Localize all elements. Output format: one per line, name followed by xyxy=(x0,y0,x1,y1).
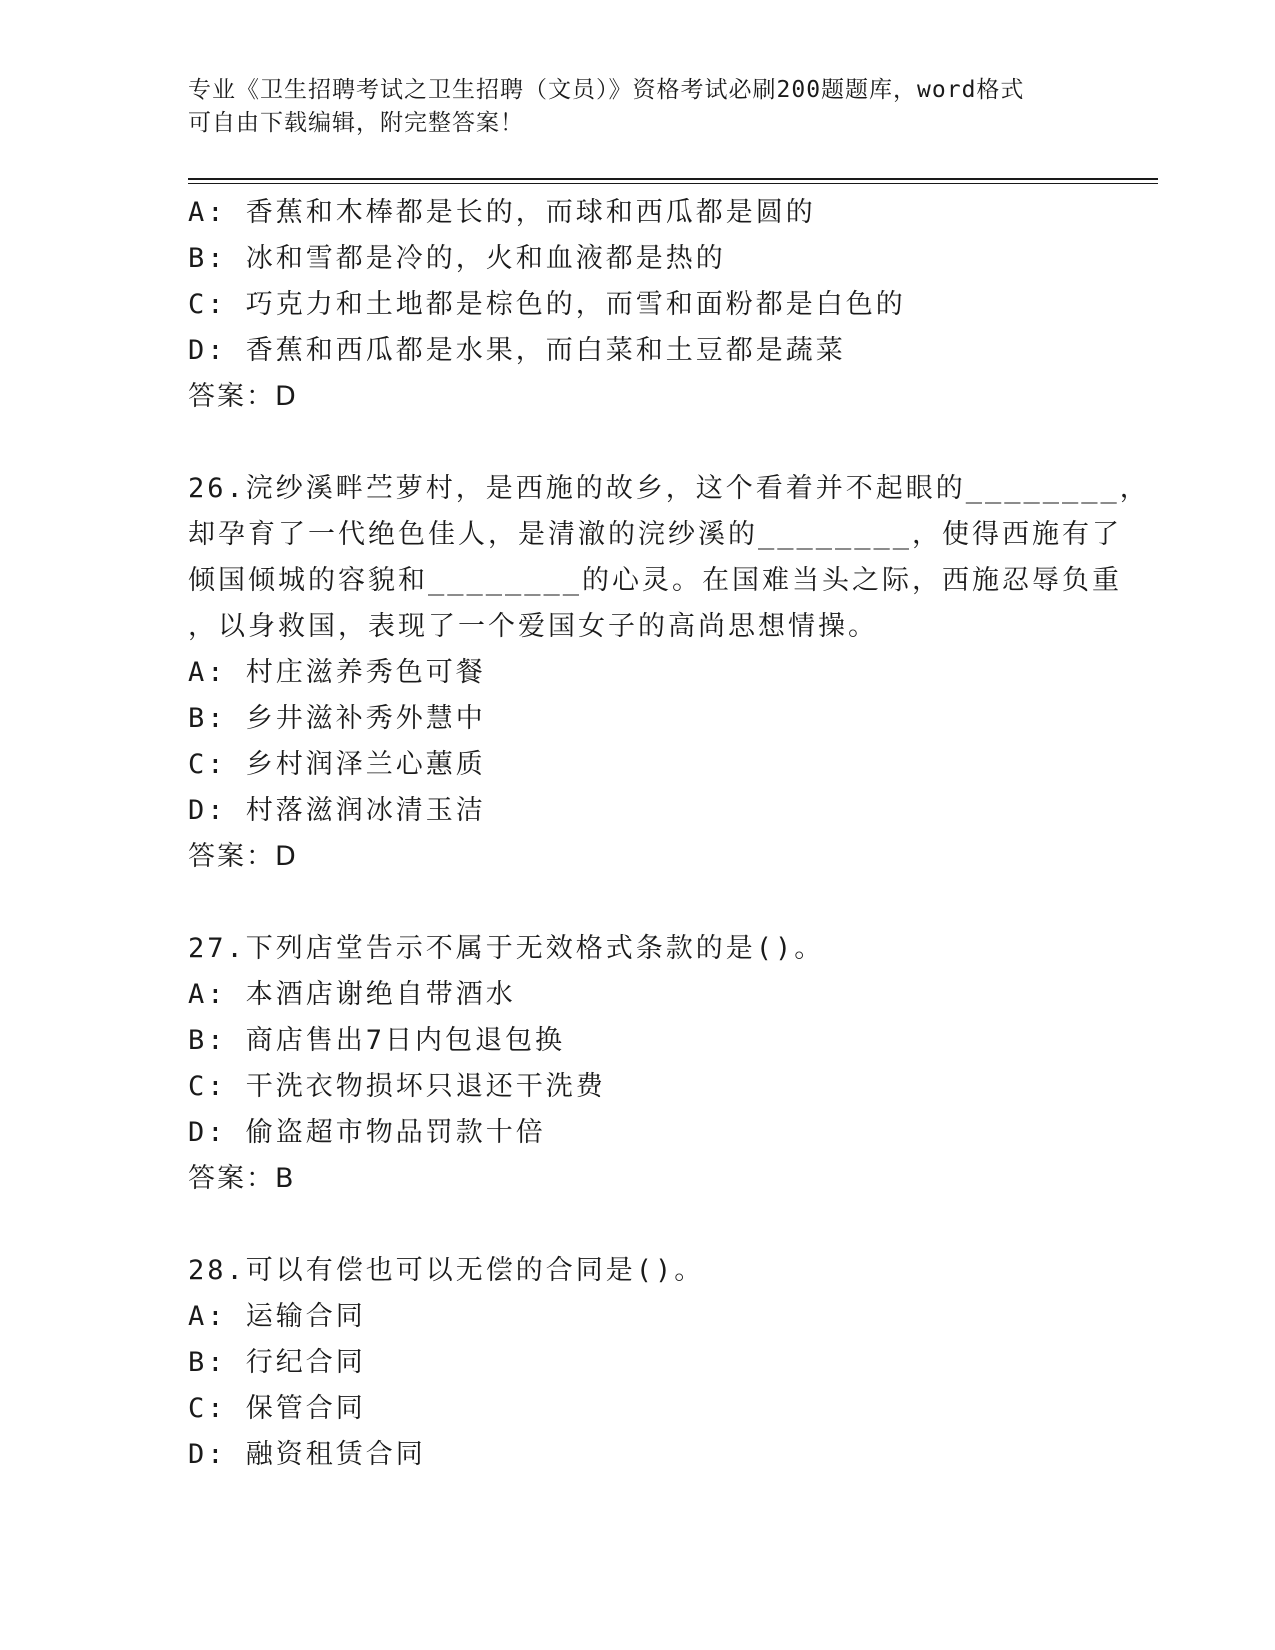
option-b: B: 冰和雪都是冷的，火和血液都是热的 xyxy=(188,243,726,274)
question-28-block xyxy=(188,1248,1088,1478)
option-b: B: 乡井滋补秀外慧中 xyxy=(188,703,486,734)
option-c: C: 乡村润泽兰心蕙质 xyxy=(188,749,486,780)
header-divider-thick xyxy=(188,178,1158,180)
spacer xyxy=(188,880,1088,926)
question-25-block xyxy=(188,190,1088,420)
option-a: A: 香蕉和木棒都是长的，而球和西瓜都是圆的 xyxy=(188,197,816,228)
header-divider-thin xyxy=(188,183,1158,184)
option-a: A: 运输合同 xyxy=(188,1301,366,1332)
header-line-1: 专业《卫生招聘考试之卫生招聘（文员）》资格考试必刷200题题库，word格式 xyxy=(188,77,1025,103)
document-body xyxy=(188,190,1150,1478)
document-header xyxy=(188,74,1068,140)
spacer xyxy=(188,1202,1088,1248)
option-a: A: 本酒店谢绝自带酒水 xyxy=(188,979,516,1010)
option-d: D: 融资租赁合同 xyxy=(188,1439,426,1470)
answer-line: 答案：B xyxy=(188,1163,296,1194)
option-c: C: 巧克力和土地都是棕色的，而雪和面粉都是白色的 xyxy=(188,289,906,320)
option-c: C: 干洗衣物损坏只退还干洗费 xyxy=(188,1071,606,1102)
question-stem-line: 26.浣纱溪畔苎萝村，是西施的故乡，这个看着并不起眼的________， xyxy=(188,473,1150,504)
option-b: B: 商店售出7日内包退包换 xyxy=(188,1025,566,1056)
option-d: D: 偷盗超市物品罚款十倍 xyxy=(188,1117,546,1148)
answer-line: 答案：D xyxy=(188,381,298,412)
spacer xyxy=(188,420,1088,466)
answer-line: 答案：D xyxy=(188,841,298,872)
question-stem-line: 倾国倾城的容貌和________的心灵。在国难当头之际，西施忍辱负重 xyxy=(188,565,1123,596)
question-stem-line: 却孕育了一代绝色佳人，是清澈的浣纱溪的________，使得西施有了 xyxy=(188,519,1123,550)
question-26-block xyxy=(188,466,1150,880)
question-stem: 28.可以有偿也可以无偿的合同是()。 xyxy=(188,1255,705,1286)
option-d: D: 村落滋润冰清玉洁 xyxy=(188,795,486,826)
option-a: A: 村庄滋养秀色可餐 xyxy=(188,657,486,688)
option-b: B: 行纪合同 xyxy=(188,1347,366,1378)
question-stem-line: ，以身救国，表现了一个爱国女子的高尚思想情操。 xyxy=(188,611,878,642)
option-c: C: 保管合同 xyxy=(188,1393,366,1424)
question-stem: 27.下列店堂告示不属于无效格式条款的是()。 xyxy=(188,933,825,964)
option-d: D: 香蕉和西瓜都是水果，而白菜和土豆都是蔬菜 xyxy=(188,335,846,366)
question-27-block xyxy=(188,926,1088,1202)
header-line-2: 可自由下载编辑，附完整答案！ xyxy=(188,110,524,136)
